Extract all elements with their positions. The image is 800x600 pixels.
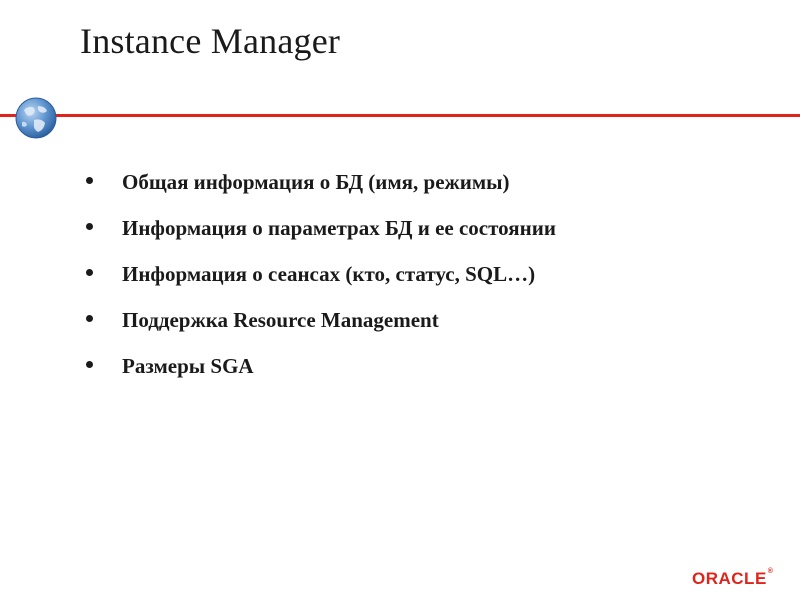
oracle-logo [692,569,773,589]
registered-mark: ® [767,568,774,575]
bullet-icon [86,223,93,230]
bullet-icon [86,361,93,368]
bullet-icon [86,315,93,322]
globe-icon [14,96,58,140]
bullet-icon [86,269,93,276]
bullet-text: Размеры SGA [122,354,254,378]
title-divider [0,114,800,117]
logo-text: ORACLE [692,569,767,588]
bullet-text: Информация о параметрах БД и ее состоянии [122,216,556,240]
bullet-text: Поддержка Resource Management [122,308,439,332]
bullet-text: Общая информация о БД (имя, режимы) [122,170,510,194]
bullet-icon [86,177,93,184]
bullet-text: Информация о сеансах (кто, статус, SQL…) [122,262,536,286]
slide-title: Instance Manager [80,21,341,61]
